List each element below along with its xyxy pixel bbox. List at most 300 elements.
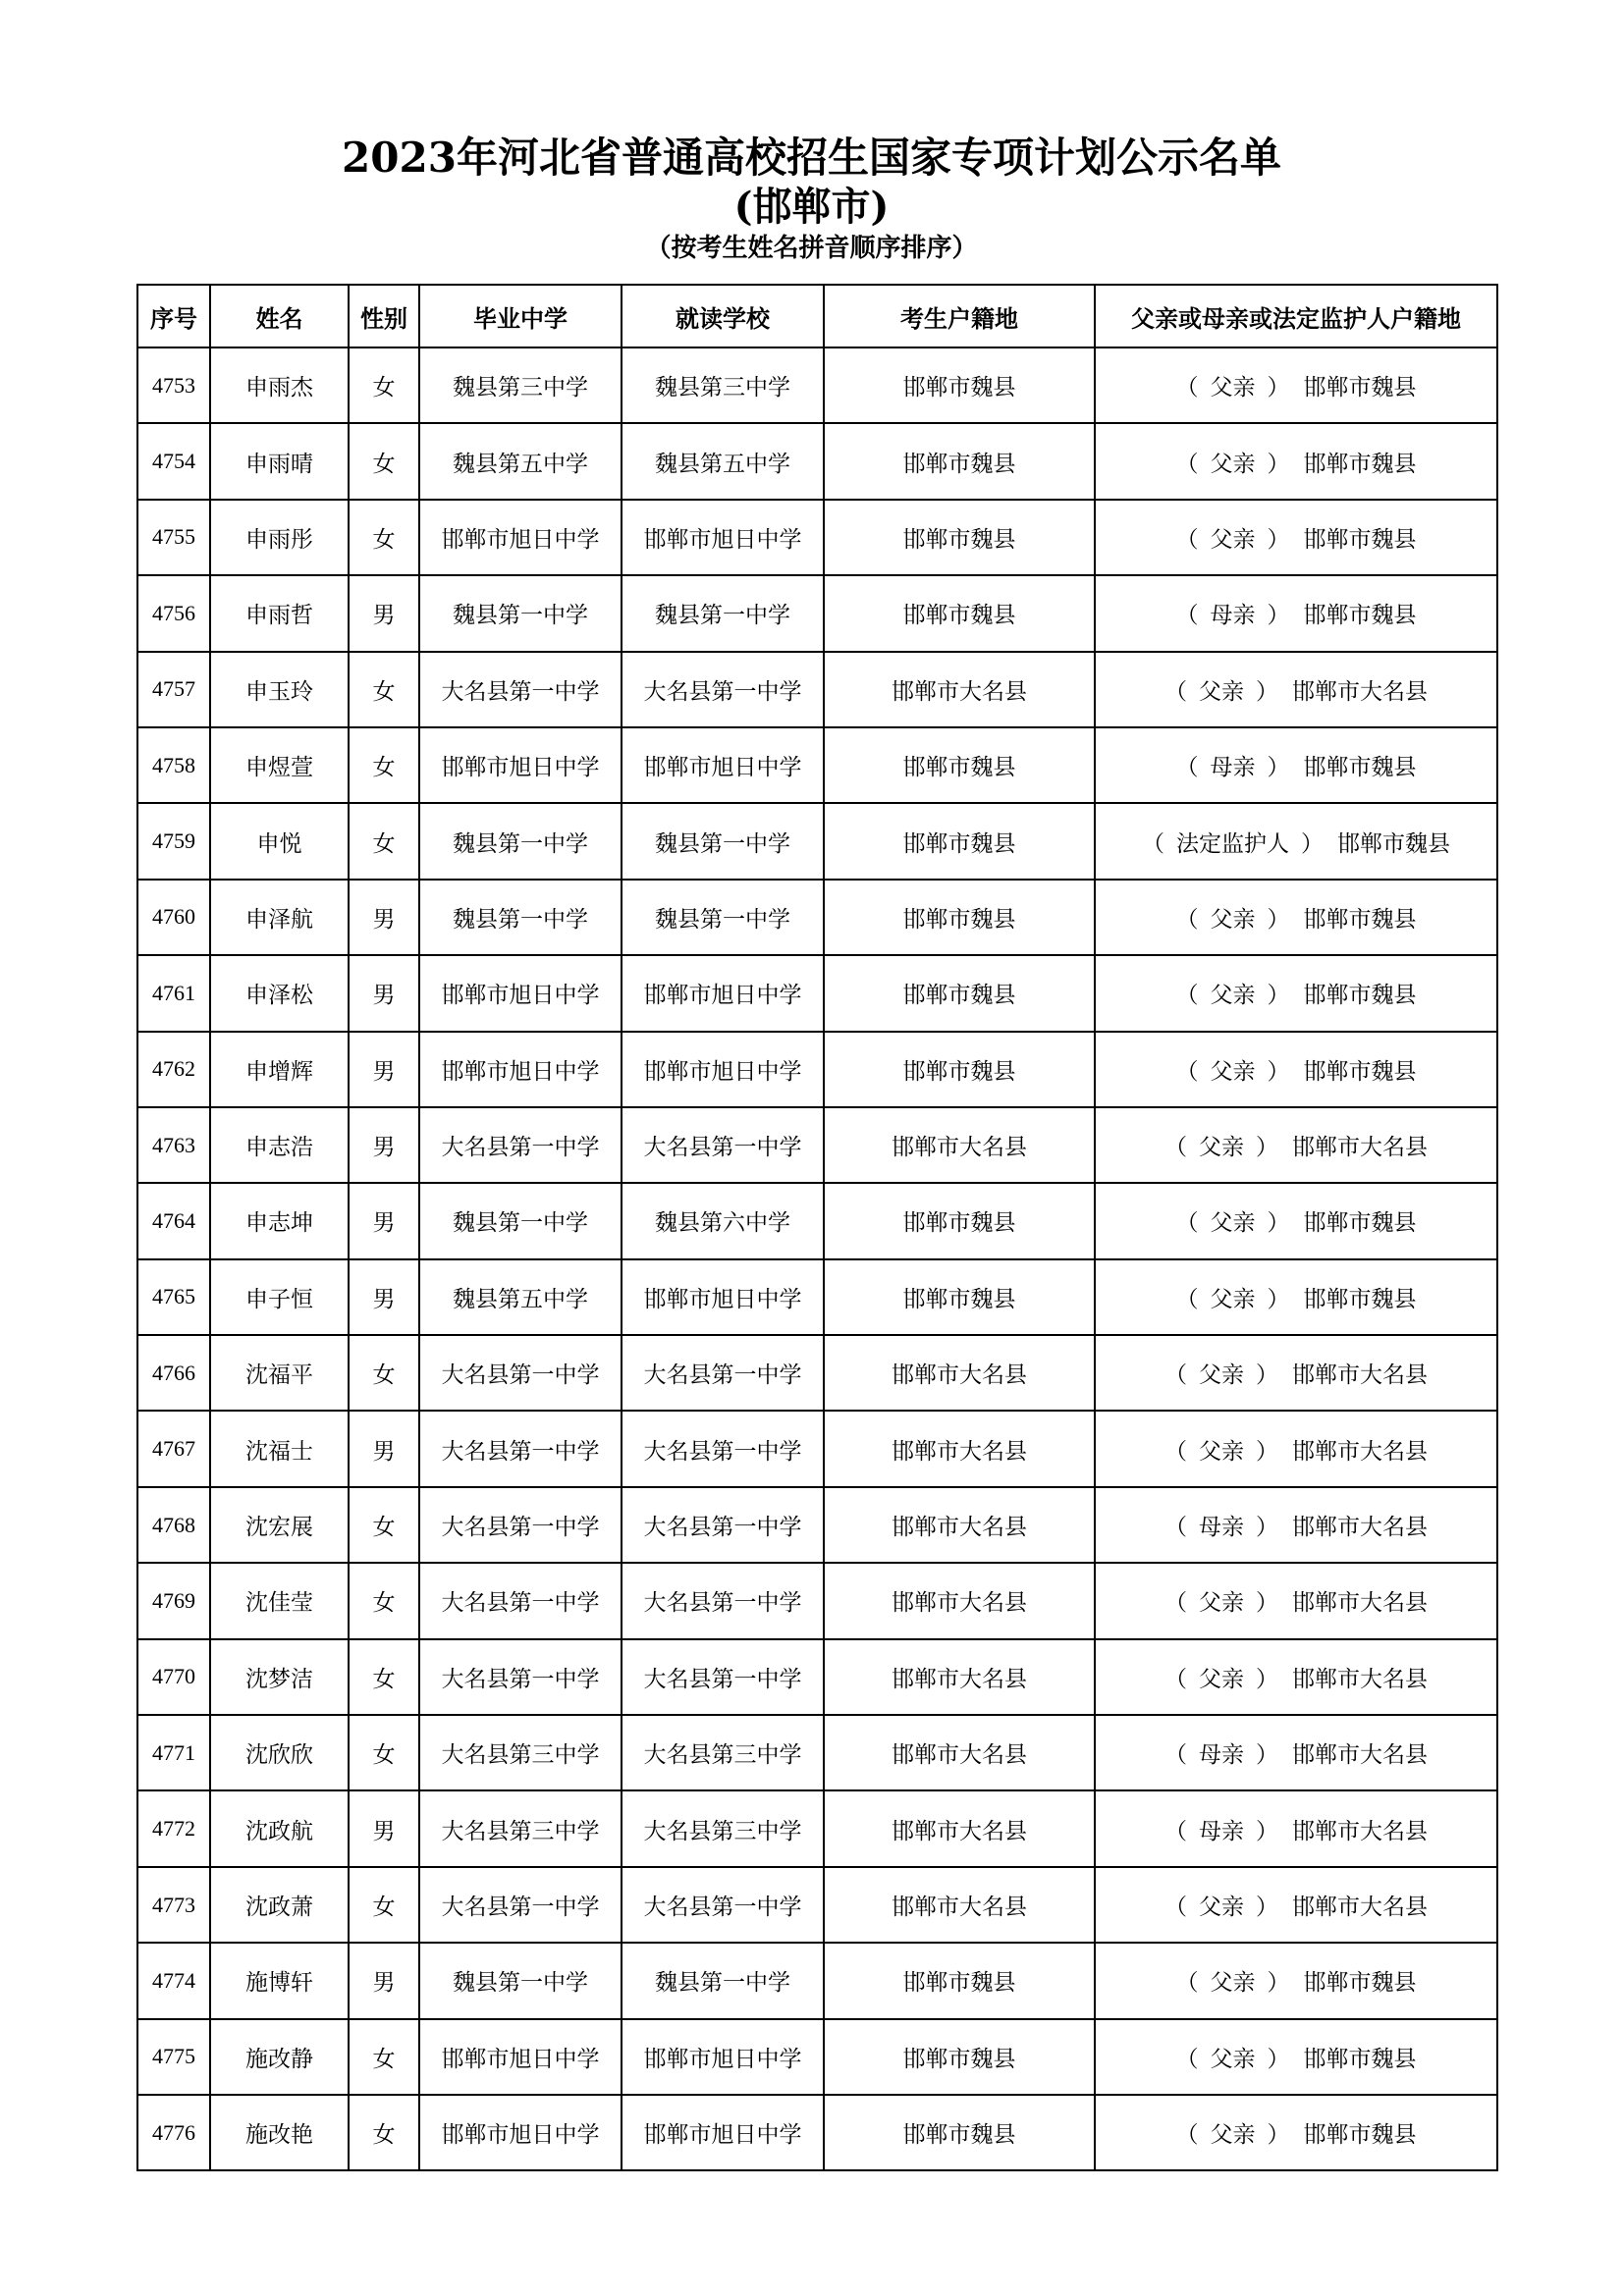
cell-current-school: 大名县第一中学: [622, 1639, 824, 1715]
guardian-relation: 父亲: [1210, 526, 1256, 553]
guardian-location: 邯郸市魏县: [1303, 755, 1417, 781]
cell-name: 申悦: [210, 803, 349, 879]
cell-name: 申志浩: [210, 1107, 349, 1183]
cell-current-school: 大名县第一中学: [622, 1107, 824, 1183]
guardian-relation: 父亲: [1199, 1895, 1244, 1920]
cell-gender: 女: [349, 2095, 419, 2170]
close-paren: ）: [1256, 678, 1278, 705]
cell-grad-school: 魏县第五中学: [419, 423, 622, 499]
cell-guardian-hukou: [1095, 803, 1497, 879]
cell-current-school: 邯郸市旭日中学: [622, 727, 824, 803]
guardian-location: 邯郸市大名县: [1292, 1438, 1428, 1465]
cell-current-school: 魏县第六中学: [622, 1183, 824, 1258]
cell-name: 施改静: [210, 2019, 349, 2095]
cell-hukou: 邯郸市大名县: [824, 1107, 1095, 1183]
cell-name: 施博轩: [210, 1943, 349, 2018]
guardian-location: 邯郸市魏县: [1303, 2122, 1417, 2149]
cell-grad-school: 邯郸市旭日中学: [419, 1032, 622, 1107]
cell-guardian-hukou: [1095, 575, 1497, 651]
table-row: [137, 652, 1497, 727]
open-paren: （: [1175, 1210, 1199, 1237]
cell-name: 申志坤: [210, 1183, 349, 1258]
guardian-location: 邯郸市大名县: [1292, 1362, 1428, 1389]
cell-gender: 女: [349, 1487, 419, 1563]
guardian-relation: 父亲: [1210, 1058, 1256, 1085]
cell-seq: 4773: [137, 1867, 210, 1943]
guardian-location: 邯郸市大名县: [1292, 1135, 1428, 1161]
cell-seq: 4766: [137, 1335, 210, 1411]
roster-table: [136, 284, 1498, 2171]
cell-guardian-hukou: [1095, 727, 1497, 803]
cell-guardian-hukou: [1095, 2095, 1497, 2170]
guardian-location: 邯郸市魏县: [1303, 451, 1417, 477]
cell-hukou: 邯郸市大名县: [824, 1487, 1095, 1563]
cell-guardian-hukou: [1095, 1487, 1497, 1563]
guardian-relation: 母亲: [1199, 1742, 1244, 1769]
open-paren: （: [1175, 603, 1199, 629]
cell-gender: 女: [349, 727, 419, 803]
cell-hukou: 邯郸市大名县: [824, 652, 1095, 727]
col-header-seq: 序号: [137, 285, 210, 347]
close-paren: ）: [1256, 1895, 1278, 1920]
cell-gender: 男: [349, 1943, 419, 2018]
cell-name: 申雨杰: [210, 347, 349, 423]
cell-current-school: 邯郸市旭日中学: [622, 2019, 824, 2095]
close-paren: ）: [1256, 1818, 1278, 1844]
cell-gender: 男: [349, 1107, 419, 1183]
guardian-relation: 父亲: [1210, 1286, 1256, 1312]
guardian-relation: 父亲: [1199, 1438, 1244, 1465]
guardian-location: 邯郸市魏县: [1303, 906, 1417, 933]
cell-name: 沈福士: [210, 1411, 349, 1486]
guardian-relation: 父亲: [1210, 906, 1256, 933]
close-paren: ）: [1256, 1438, 1278, 1465]
cell-seq: 4760: [137, 880, 210, 955]
table-row: [137, 1715, 1497, 1790]
table-row: [137, 880, 1497, 955]
open-paren: （: [1175, 1286, 1199, 1312]
cell-grad-school: 魏县第一中学: [419, 1943, 622, 2018]
cell-grad-school: 大名县第一中学: [419, 1487, 622, 1563]
cell-current-school: 大名县第一中学: [622, 1487, 824, 1563]
table-row: [137, 1183, 1497, 1258]
close-paren: ）: [1267, 755, 1290, 781]
guardian-location: 邯郸市魏县: [1303, 983, 1417, 1009]
cell-gender: 男: [349, 1790, 419, 1866]
cell-seq: 4767: [137, 1411, 210, 1486]
col-header-hukou: 考生户籍地: [824, 285, 1095, 347]
cell-grad-school: 魏县第一中学: [419, 575, 622, 651]
cell-gender: 男: [349, 1183, 419, 1258]
close-paren: ）: [1256, 1362, 1278, 1389]
cell-seq: 4776: [137, 2095, 210, 2170]
guardian-relation: 父亲: [1199, 678, 1244, 705]
table-row: [137, 1563, 1497, 1638]
cell-guardian-hukou: [1095, 1639, 1497, 1715]
cell-gender: 男: [349, 955, 419, 1031]
guardian-location: 邯郸市大名县: [1292, 1590, 1428, 1617]
table-row: [137, 727, 1497, 803]
cell-hukou: 邯郸市魏县: [824, 423, 1095, 499]
cell-current-school: 邯郸市旭日中学: [622, 500, 824, 575]
open-paren: （: [1164, 1590, 1187, 1617]
guardian-relation: 父亲: [1210, 1210, 1256, 1237]
cell-hukou: 邯郸市魏县: [824, 2019, 1095, 2095]
cell-grad-school: 大名县第一中学: [419, 1639, 622, 1715]
cell-current-school: 大名县第一中学: [622, 1411, 824, 1486]
cell-hukou: 邯郸市魏县: [824, 2095, 1095, 2170]
cell-hukou: 邯郸市魏县: [824, 955, 1095, 1031]
open-paren: （: [1164, 1895, 1187, 1920]
cell-gender: 女: [349, 1563, 419, 1638]
open-paren: （: [1164, 1362, 1187, 1389]
guardian-location: 邯郸市魏县: [1303, 2046, 1417, 2072]
cell-gender: 男: [349, 1032, 419, 1107]
cell-hukou: 邯郸市大名县: [824, 1867, 1095, 1943]
cell-seq: 4754: [137, 423, 210, 499]
cell-guardian-hukou: [1095, 1715, 1497, 1790]
close-paren: ）: [1256, 1135, 1278, 1161]
cell-grad-school: 大名县第一中学: [419, 1107, 622, 1183]
table-header-row: [137, 285, 1497, 347]
table-row: [137, 500, 1497, 575]
table-row: [137, 2095, 1497, 2170]
cell-name: 申子恒: [210, 1259, 349, 1335]
cell-current-school: 大名县第一中学: [622, 652, 824, 727]
cell-gender: 女: [349, 1715, 419, 1790]
table-row: [137, 1487, 1497, 1563]
guardian-location: 邯郸市魏县: [1303, 1058, 1417, 1085]
close-paren: ）: [1267, 2122, 1290, 2149]
cell-gender: 女: [349, 652, 419, 727]
cell-current-school: 邯郸市旭日中学: [622, 1259, 824, 1335]
close-paren: ）: [1267, 451, 1290, 477]
close-paren: ）: [1256, 1666, 1278, 1692]
col-header-grad-school: 毕业中学: [419, 285, 622, 347]
cell-hukou: 邯郸市魏县: [824, 575, 1095, 651]
cell-grad-school: 大名县第三中学: [419, 1715, 622, 1790]
guardian-location: 邯郸市大名县: [1292, 1818, 1428, 1844]
guardian-relation: 父亲: [1199, 1135, 1244, 1161]
guardian-relation: 母亲: [1210, 755, 1256, 781]
cell-gender: 男: [349, 1411, 419, 1486]
cell-hukou: 邯郸市魏县: [824, 1032, 1095, 1107]
guardian-location: 邯郸市大名县: [1292, 1666, 1428, 1692]
open-paren: （: [1175, 983, 1199, 1009]
cell-name: 申增辉: [210, 1032, 349, 1107]
cell-name: 施改艳: [210, 2095, 349, 2170]
cell-seq: 4771: [137, 1715, 210, 1790]
open-paren: （: [1164, 1666, 1187, 1692]
table-row: [137, 1335, 1497, 1411]
cell-current-school: 邯郸市旭日中学: [622, 1032, 824, 1107]
cell-hukou: 邯郸市魏县: [824, 500, 1095, 575]
cell-hukou: 邯郸市大名县: [824, 1335, 1095, 1411]
open-paren: （: [1164, 1818, 1187, 1844]
cell-hukou: 邯郸市大名县: [824, 1715, 1095, 1790]
cell-grad-school: 邯郸市旭日中学: [419, 955, 622, 1031]
cell-current-school: 大名县第一中学: [622, 1335, 824, 1411]
guardian-relation: 母亲: [1199, 1818, 1244, 1844]
cell-grad-school: 魏县第一中学: [419, 1183, 622, 1258]
cell-grad-school: 魏县第一中学: [419, 880, 622, 955]
cell-seq: 4775: [137, 2019, 210, 2095]
cell-current-school: 邯郸市旭日中学: [622, 2095, 824, 2170]
cell-grad-school: 魏县第三中学: [419, 347, 622, 423]
close-paren: ）: [1267, 983, 1290, 1009]
guardian-relation: 父亲: [1210, 1970, 1256, 1997]
cell-guardian-hukou: [1095, 955, 1497, 1031]
guardian-relation: 母亲: [1210, 603, 1256, 629]
open-paren: （: [1175, 906, 1199, 933]
cell-seq: 4758: [137, 727, 210, 803]
cell-name: 沈福平: [210, 1335, 349, 1411]
open-paren: （: [1175, 451, 1199, 477]
table-row: [137, 955, 1497, 1031]
cell-gender: 女: [349, 1639, 419, 1715]
cell-name: 申泽松: [210, 955, 349, 1031]
cell-name: 申雨彤: [210, 500, 349, 575]
cell-seq: 4756: [137, 575, 210, 651]
guardian-relation: 父亲: [1210, 2122, 1256, 2149]
guardian-relation: 父亲: [1199, 1362, 1244, 1389]
cell-guardian-hukou: [1095, 1943, 1497, 2018]
sort-order-note: （按考生姓名拼音顺序排序）: [645, 234, 978, 263]
cell-grad-school: 大名县第一中学: [419, 1867, 622, 1943]
cell-hukou: 邯郸市魏县: [824, 727, 1095, 803]
cell-gender: 男: [349, 575, 419, 651]
cell-seq: 4753: [137, 347, 210, 423]
close-paren: ）: [1267, 375, 1290, 401]
cell-name: 申泽航: [210, 880, 349, 955]
open-paren: （: [1164, 1742, 1187, 1769]
cell-seq: 4759: [137, 803, 210, 879]
col-header-guardian-hukou: 父亲或母亲或法定监护人户籍地: [1095, 285, 1497, 347]
cell-gender: 女: [349, 347, 419, 423]
cell-name: 申煜萱: [210, 727, 349, 803]
open-paren: （: [1164, 1515, 1187, 1541]
cell-name: 沈政萧: [210, 1867, 349, 1943]
cell-seq: 4757: [137, 652, 210, 727]
cell-seq: 4755: [137, 500, 210, 575]
cell-grad-school: 魏县第五中学: [419, 1259, 622, 1335]
cell-seq: 4762: [137, 1032, 210, 1107]
close-paren: ）: [1267, 1058, 1290, 1085]
cell-current-school: 魏县第三中学: [622, 347, 824, 423]
cell-current-school: 大名县第一中学: [622, 1867, 824, 1943]
cell-current-school: 魏县第五中学: [622, 423, 824, 499]
open-paren: （: [1175, 1970, 1199, 1997]
cell-guardian-hukou: [1095, 1107, 1497, 1183]
cell-current-school: 大名县第三中学: [622, 1715, 824, 1790]
open-paren: （: [1175, 2046, 1199, 2072]
open-paren: （: [1175, 2122, 1199, 2149]
table-row: [137, 423, 1497, 499]
close-paren: ）: [1256, 1515, 1278, 1541]
col-header-gender: 性别: [349, 285, 419, 347]
close-paren: ）: [1267, 526, 1290, 553]
table-row: [137, 1411, 1497, 1486]
table-row: [137, 1107, 1497, 1183]
table-row: [137, 1867, 1497, 1943]
open-paren: （: [1164, 1438, 1187, 1465]
guardian-relation: 法定监护人: [1176, 830, 1289, 857]
guardian-relation: 父亲: [1210, 375, 1256, 401]
guardian-location: 邯郸市大名县: [1292, 1895, 1428, 1920]
cell-guardian-hukou: [1095, 1411, 1497, 1486]
close-paren: ）: [1267, 603, 1290, 629]
close-paren: ）: [1267, 1970, 1290, 1997]
close-paren: ）: [1256, 1590, 1278, 1617]
cell-current-school: 魏县第一中学: [622, 575, 824, 651]
guardian-relation: 父亲: [1210, 451, 1256, 477]
guardian-location: 邯郸市大名县: [1292, 1515, 1428, 1541]
cell-hukou: 邯郸市魏县: [824, 803, 1095, 879]
cell-name: 沈梦洁: [210, 1639, 349, 1715]
table-body: [137, 347, 1497, 2170]
cell-guardian-hukou: [1095, 652, 1497, 727]
open-paren: （: [1175, 755, 1199, 781]
open-paren: （: [1164, 1135, 1187, 1161]
cell-guardian-hukou: [1095, 1867, 1497, 1943]
cell-seq: 4772: [137, 1790, 210, 1866]
guardian-location: 邯郸市魏县: [1303, 1286, 1417, 1312]
cell-hukou: 邯郸市魏县: [824, 347, 1095, 423]
cell-seq: 4765: [137, 1259, 210, 1335]
cell-name: 沈欣欣: [210, 1715, 349, 1790]
cell-current-school: 魏县第一中学: [622, 803, 824, 879]
guardian-relation: 父亲: [1199, 1590, 1244, 1617]
cell-grad-school: 大名县第一中学: [419, 652, 622, 727]
guardian-location: 邯郸市魏县: [1303, 375, 1417, 401]
guardian-relation: 母亲: [1199, 1515, 1244, 1541]
cell-guardian-hukou: [1095, 1032, 1497, 1107]
open-paren: （: [1142, 830, 1164, 857]
cell-current-school: 邯郸市旭日中学: [622, 955, 824, 1031]
cell-name: 申雨晴: [210, 423, 349, 499]
cell-current-school: 大名县第一中学: [622, 1563, 824, 1638]
cell-hukou: 邯郸市魏县: [824, 880, 1095, 955]
cell-hukou: 邯郸市魏县: [824, 1259, 1095, 1335]
cell-name: 沈政航: [210, 1790, 349, 1866]
close-paren: ）: [1267, 1210, 1290, 1237]
cell-guardian-hukou: [1095, 880, 1497, 955]
guardian-location: 邯郸市大名县: [1292, 678, 1428, 705]
guardian-location: 邯郸市魏县: [1303, 1970, 1417, 1997]
open-paren: （: [1175, 375, 1199, 401]
cell-guardian-hukou: [1095, 347, 1497, 423]
cell-name: 申雨哲: [210, 575, 349, 651]
cell-gender: 女: [349, 1867, 419, 1943]
cell-seq: 4774: [137, 1943, 210, 2018]
guardian-relation: 父亲: [1199, 1666, 1244, 1692]
open-paren: （: [1175, 526, 1199, 553]
cell-seq: 4763: [137, 1107, 210, 1183]
cell-gender: 女: [349, 2019, 419, 2095]
guardian-location: 邯郸市魏县: [1303, 603, 1417, 629]
cell-hukou: 邯郸市大名县: [824, 1411, 1095, 1486]
cell-guardian-hukou: [1095, 1790, 1497, 1866]
document-city-subtitle: (邯郸市): [733, 184, 890, 230]
cell-grad-school: 大名县第一中学: [419, 1411, 622, 1486]
cell-gender: 男: [349, 1259, 419, 1335]
cell-grad-school: 魏县第一中学: [419, 803, 622, 879]
cell-guardian-hukou: [1095, 1335, 1497, 1411]
cell-hukou: 邯郸市大名县: [824, 1639, 1095, 1715]
cell-current-school: 魏县第一中学: [622, 880, 824, 955]
cell-gender: 女: [349, 803, 419, 879]
cell-hukou: 邯郸市大名县: [824, 1790, 1095, 1866]
cell-hukou: 邯郸市魏县: [824, 1183, 1095, 1258]
table-row: [137, 1943, 1497, 2018]
guardian-location: 邯郸市魏县: [1303, 1210, 1417, 1237]
col-header-name: 姓名: [210, 285, 349, 347]
cell-seq: 4769: [137, 1563, 210, 1638]
open-paren: （: [1164, 678, 1187, 705]
cell-hukou: 邯郸市魏县: [824, 1943, 1095, 2018]
close-paren: ）: [1267, 906, 1290, 933]
cell-seq: 4768: [137, 1487, 210, 1563]
cell-grad-school: 邯郸市旭日中学: [419, 2019, 622, 2095]
table-row: [137, 1639, 1497, 1715]
close-paren: ）: [1301, 830, 1324, 857]
col-header-current-school: 就读学校: [622, 285, 824, 347]
cell-guardian-hukou: [1095, 2019, 1497, 2095]
cell-guardian-hukou: [1095, 423, 1497, 499]
cell-seq: 4764: [137, 1183, 210, 1258]
cell-gender: 女: [349, 1335, 419, 1411]
cell-name: 沈宏展: [210, 1487, 349, 1563]
cell-guardian-hukou: [1095, 1259, 1497, 1335]
cell-name: 申玉玲: [210, 652, 349, 727]
cell-gender: 男: [349, 880, 419, 955]
cell-seq: 4761: [137, 955, 210, 1031]
guardian-location: 邯郸市魏县: [1337, 830, 1450, 857]
cell-grad-school: 大名县第一中学: [419, 1563, 622, 1638]
cell-current-school: 大名县第三中学: [622, 1790, 824, 1866]
guardian-relation: 父亲: [1210, 983, 1256, 1009]
guardian-relation: 父亲: [1210, 2046, 1256, 2072]
cell-grad-school: 大名县第一中学: [419, 1335, 622, 1411]
cell-grad-school: 大名县第三中学: [419, 1790, 622, 1866]
close-paren: ）: [1267, 2046, 1290, 2072]
cell-hukou: 邯郸市大名县: [824, 1563, 1095, 1638]
table-row: [137, 347, 1497, 423]
table-row: [137, 2019, 1497, 2095]
table-row: [137, 1032, 1497, 1107]
open-paren: （: [1175, 1058, 1199, 1085]
cell-name: 沈佳莹: [210, 1563, 349, 1638]
cell-grad-school: 邯郸市旭日中学: [419, 2095, 622, 2170]
table-row: [137, 803, 1497, 879]
table-row: [137, 1790, 1497, 1866]
cell-grad-school: 邯郸市旭日中学: [419, 727, 622, 803]
close-paren: ）: [1267, 1286, 1290, 1312]
table-row: [137, 1259, 1497, 1335]
cell-current-school: 魏县第一中学: [622, 1943, 824, 2018]
table-row: [137, 575, 1497, 651]
cell-seq: 4770: [137, 1639, 210, 1715]
guardian-location: 邯郸市魏县: [1303, 526, 1417, 553]
cell-gender: 女: [349, 423, 419, 499]
cell-guardian-hukou: [1095, 1183, 1497, 1258]
cell-gender: 女: [349, 500, 419, 575]
guardian-location: 邯郸市大名县: [1292, 1742, 1428, 1769]
cell-grad-school: 邯郸市旭日中学: [419, 500, 622, 575]
cell-guardian-hukou: [1095, 500, 1497, 575]
close-paren: ）: [1256, 1742, 1278, 1769]
document-title: 2023年河北省普通高校招生国家专项计划公示名单: [342, 133, 1281, 182]
